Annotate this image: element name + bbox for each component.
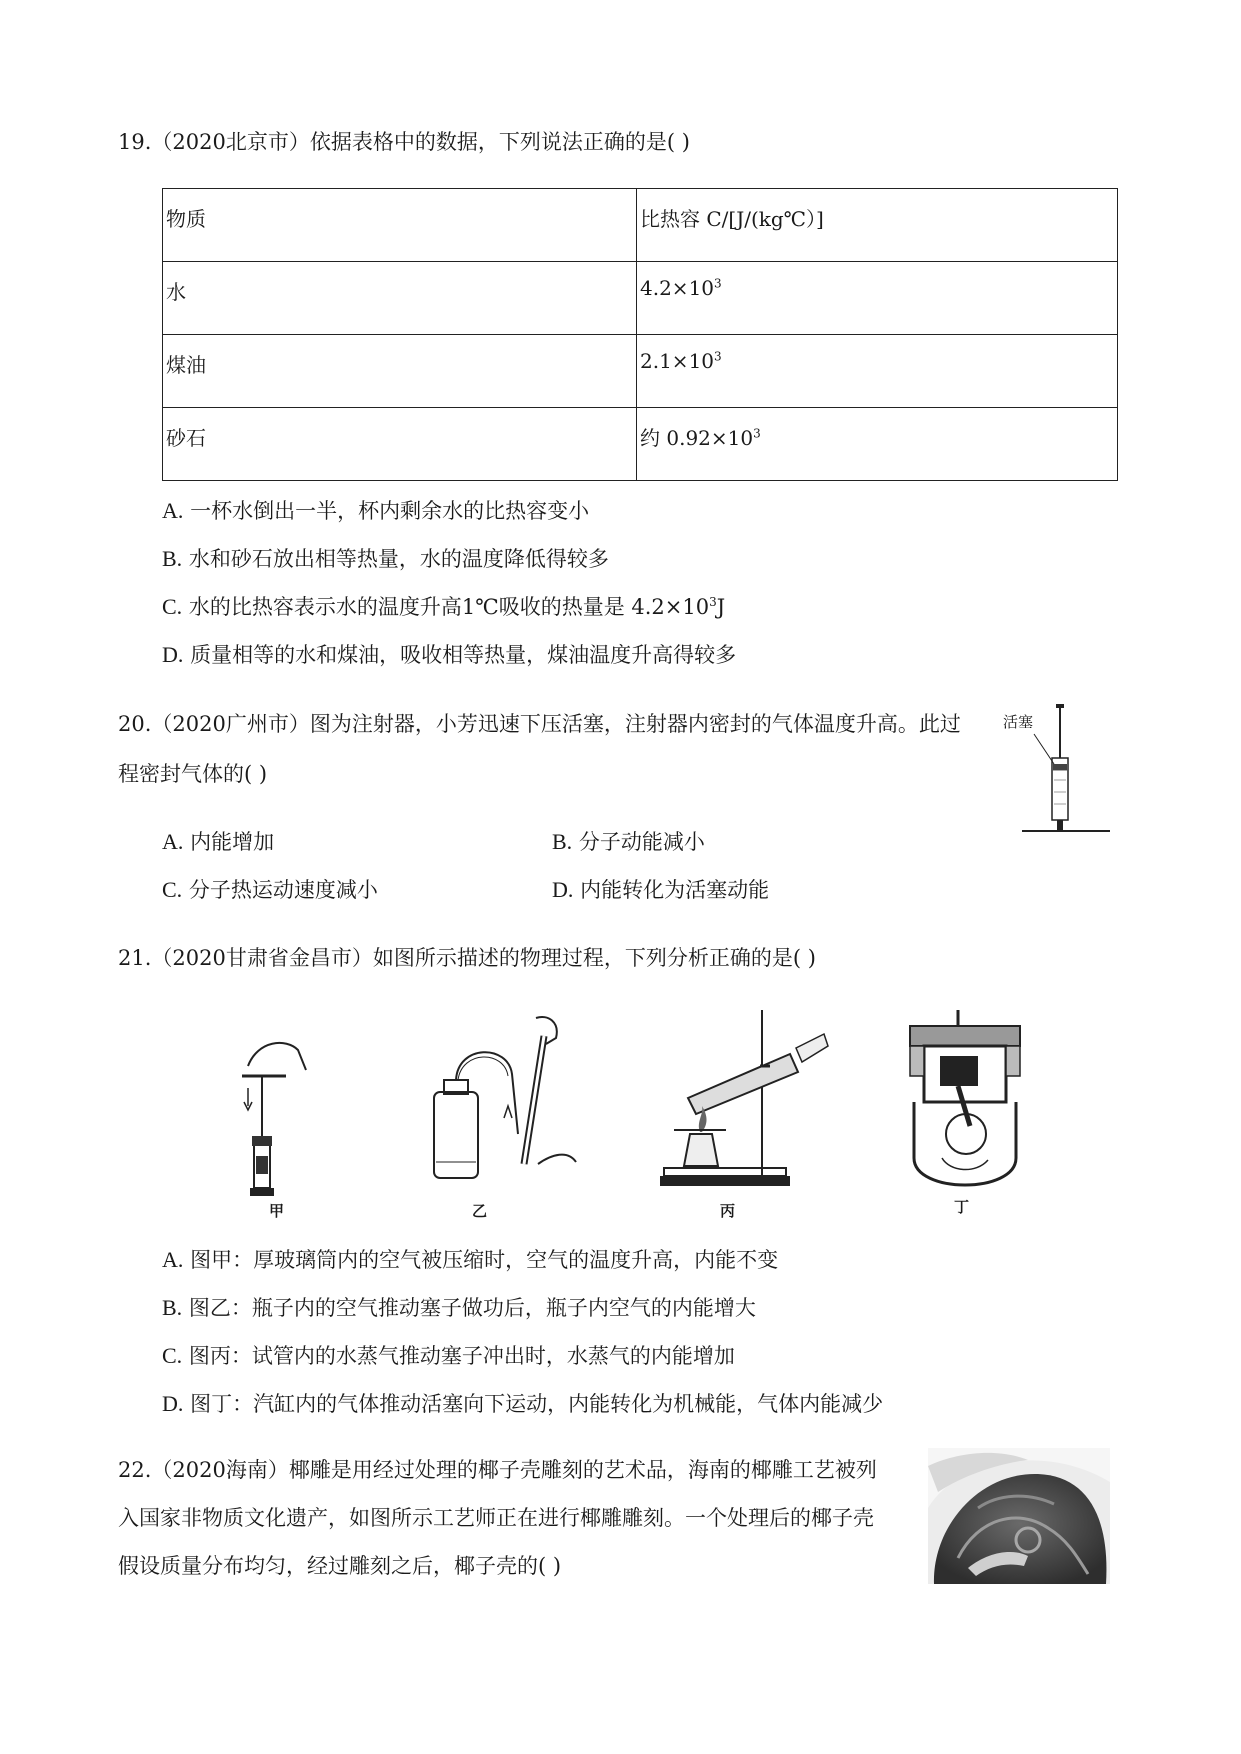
q21-option-c[interactable]: C. 图丙：试管内的水蒸气推动塞子冲出时，水蒸气的内能增加	[162, 1343, 735, 1368]
q19-option-a[interactable]: A. 一杯水倒出一半，杯内剩余水的比热容变小	[162, 498, 590, 523]
q19-stem	[118, 128, 690, 156]
q22-number: 22.	[118, 1458, 152, 1482]
q20-number: 20.	[118, 712, 152, 736]
table-header-substance: 物质	[163, 189, 637, 262]
q21-option-d[interactable]: D. 图丁：汽缸内的气体推动活塞向下运动，内能转化为机械能，气体内能减少	[162, 1391, 884, 1416]
q20-stem-line1: 20.（2020广州市）图为注射器，小芳迅速下压活塞，注射器内密封的气体温度升高。此过	[118, 712, 961, 736]
figure-yi-bottle-pump	[428, 1014, 592, 1200]
figure-ding-engine	[906, 1008, 1028, 1200]
figure-jia-glass-tube	[228, 1036, 318, 1200]
q20-stem-line2: 程密封气体的( )	[118, 762, 268, 786]
specific-heat-table	[162, 188, 1118, 481]
figure-bing-test-tube	[656, 1006, 834, 1198]
q19-option-b[interactable]: B. 水和砂石放出相等热量，水的温度降低得较多	[162, 546, 609, 571]
table-row	[163, 408, 1118, 481]
coconut-carving-photo	[928, 1448, 1110, 1584]
table-cell-value: $2.1\times 10^3$	[637, 335, 1118, 408]
q22-stem-line2: 入国家非物质文化遗产，如图所示工艺师正在进行椰雕雕刻。一个处理后的椰子壳	[118, 1506, 874, 1530]
caption-ding: 丁	[954, 1198, 970, 1216]
caption-yi: 乙	[472, 1202, 488, 1220]
q19-number: 19.	[118, 130, 152, 154]
q22-stem-line3: 假设质量分布均匀，经过雕刻之后，椰子壳的( )	[118, 1554, 562, 1578]
q20-option-d[interactable]: D. 内能转化为活塞动能	[552, 877, 770, 902]
q21-number: 21.	[118, 946, 152, 970]
table-header-specific-heat: 比热容 C/[J/(kg℃）]	[637, 189, 1118, 262]
table-row	[163, 262, 1118, 335]
table-header-row	[163, 189, 1118, 262]
q19-option-c[interactable]: C. 水的比热容表示水的温度升高1℃吸收的热量是 $4.2\times 10^3J$	[162, 594, 726, 619]
q19-stem-text: （2020北京市）依据表格中的数据，下列说法正确的是( )	[151, 130, 690, 154]
q21-option-a[interactable]: A. 图甲：厚玻璃筒内的空气被压缩时，空气的温度升高，内能不变	[162, 1247, 779, 1272]
table-cell-value: 约 $0.92\times 10^3$	[637, 408, 1118, 481]
q19-option-d[interactable]: D. 质量相等的水和煤油，吸收相等热量，煤油温度升高得较多	[162, 642, 737, 667]
table-cell-substance: 水	[163, 262, 637, 335]
q21-stem: 21.（2020甘肃省金昌市）如图所示描述的物理过程，下列分析正确的是( )	[118, 946, 816, 970]
q22-stem-line1: 22.（2020海南）椰雕是用经过处理的椰子壳雕刻的艺术品，海南的椰雕工艺被列	[118, 1458, 877, 1482]
table-cell-value: $4.2\times 10^3$	[637, 262, 1118, 335]
q20-option-c[interactable]: C. 分子热运动速度减小	[162, 877, 378, 902]
q20-option-b[interactable]: B. 分子动能减小	[552, 829, 705, 854]
table-cell-substance: 砂石	[163, 408, 637, 481]
piston-label: 活塞	[1003, 713, 1034, 731]
table-row	[163, 335, 1118, 408]
caption-jia: 甲	[269, 1202, 285, 1220]
caption-bing: 丙	[720, 1202, 736, 1220]
q20-option-a[interactable]: A. 内能增加	[162, 829, 275, 854]
q21-option-b[interactable]: B. 图乙：瓶子内的空气推动塞子做功后，瓶子内空气的内能增大	[162, 1295, 756, 1320]
table-cell-substance: 煤油	[163, 335, 637, 408]
